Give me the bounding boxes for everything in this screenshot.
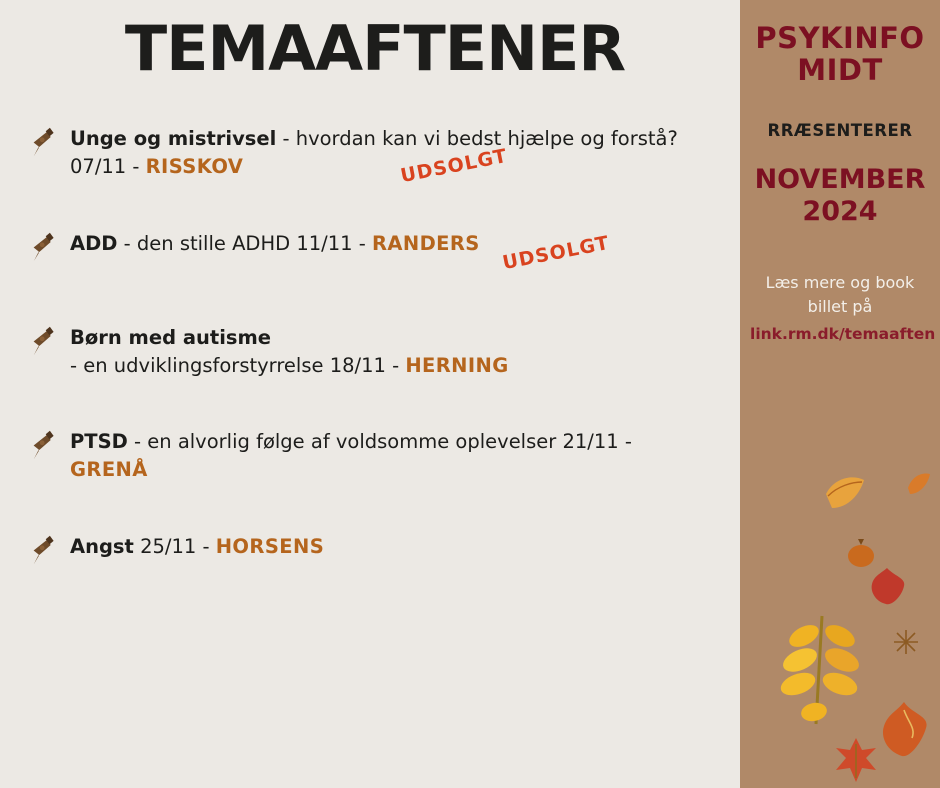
- event-text: [70, 533, 324, 561]
- list-item: [28, 125, 720, 188]
- leaf-icon: [906, 470, 932, 500]
- brand-line-1: PSYKINFO: [755, 21, 925, 55]
- list-item: [28, 533, 720, 579]
- soldout-badge: UDSOLGT: [398, 144, 510, 188]
- year-label: 2024: [802, 196, 878, 228]
- presents-label: RRÆSENTERER: [767, 120, 913, 140]
- booking-link[interactable]: link.rm.dk/temaaften: [750, 324, 936, 343]
- event-city: RANDERS: [371, 231, 480, 255]
- brand-line-2: MIDT: [797, 53, 883, 88]
- leaf-icon: [770, 610, 874, 732]
- event-text: [70, 428, 710, 485]
- month-label: NOVEMBER: [754, 163, 926, 195]
- pushpin-icon: [28, 232, 62, 262]
- leaf-icon: [832, 736, 880, 788]
- leaf-icon: [876, 700, 932, 764]
- event-text: [70, 230, 612, 274]
- event-title: Unge og mistrivsel: [70, 127, 277, 150]
- pushpin-icon: [28, 430, 62, 460]
- event-text: [70, 324, 509, 381]
- event-details: - hvordan kan vi bedst hjælpe og forstå? 07/11 -: [70, 127, 678, 179]
- leaf-icon: [866, 566, 908, 612]
- event-title: ADD: [70, 231, 118, 255]
- event-text: [70, 125, 710, 188]
- event-details: - den stille ADHD 11/11 -: [117, 231, 372, 255]
- event-details: - en udviklingsforstyrrelse 18/11 -: [70, 353, 406, 377]
- event-details: 25/11 -: [133, 534, 216, 558]
- event-city: HORSENS: [215, 534, 325, 558]
- event-city: HERNING: [405, 353, 509, 377]
- leaf-icon: [892, 628, 920, 660]
- booking-line-1: Læs mere og book: [765, 272, 915, 292]
- event-city: GRENÅ: [70, 458, 148, 482]
- pushpin-icon: [28, 326, 62, 356]
- pushpin-icon: [28, 127, 62, 157]
- event-title: Angst: [70, 534, 134, 558]
- brand-name: [740, 22, 940, 87]
- events-list: [0, 125, 740, 579]
- pushpin-icon: [28, 535, 62, 565]
- event-title: PTSD: [70, 430, 128, 454]
- booking-info: [740, 271, 940, 346]
- soldout-badge: UDSOLGT: [500, 231, 612, 274]
- event-city: RISSKOV: [145, 155, 244, 179]
- event-details: - en alvorlig følge af voldsomme oplevelser 21/11 -: [127, 430, 632, 454]
- booking-line-2: billet på: [807, 296, 873, 316]
- leaf-icon: [822, 472, 868, 516]
- list-item: [28, 428, 720, 485]
- page-title: TEMAAFTENER: [124, 12, 626, 85]
- list-item: [28, 324, 720, 381]
- leaf-icon: [844, 536, 878, 574]
- sidebar: [740, 0, 940, 788]
- list-item: [28, 230, 720, 276]
- event-title: Børn med autisme: [70, 325, 272, 349]
